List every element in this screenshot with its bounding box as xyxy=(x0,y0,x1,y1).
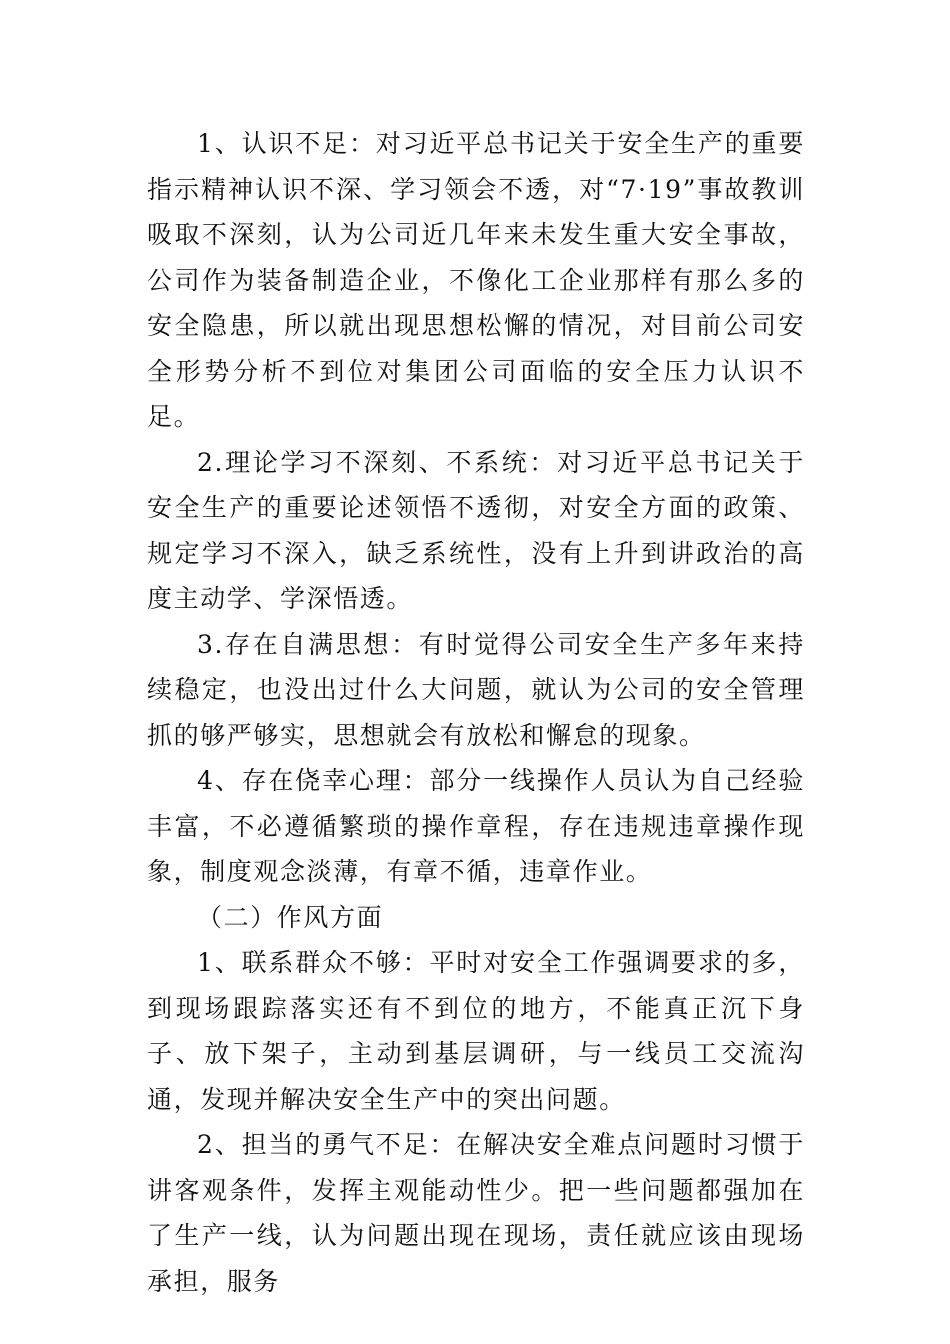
paragraph-luck-mentality: 4、存在侥幸心理：部分一线操作人员认为自己经验丰富，不必遵循繁琐的操作章程，存在违规违章操作现象，制度观念淡薄，有章不循，违章作业。 xyxy=(147,766,805,886)
paragraph-contact-masses: 1、联系群众不够：平时对安全工作强调要求的多，到现场跟踪落实还有不到位的地方，不能真正沉下身子、放下架子，主动到基层调研，与一线员工交流沟通，发现并解决安全生产中的突出问题。 xyxy=(147,948,805,1114)
paragraph-awareness-insufficient: 1、认识不足：对习近平总书记关于安全生产的重要指示精神认识不深、学习领会不透，对“7·19”事故教训吸取不深刻，认为公司近几年来未发生重大安全事故，公司作为装备制造企业，不像化工企业那样有那么多的安全隐患，所以就出现思想松懈的情况，对目前公司安全形势分析不到位对集团公司面临的安全压力认识不足。 xyxy=(147,129,805,431)
paragraph-complacency: 3.存在自满思想：有时觉得公司安全生产多年来持续稳定，也没出过什么大问题，就认为公司的安全管理抓的够严够实，思想就会有放松和懈怠的现象。 xyxy=(147,629,805,750)
paragraph-theory-study: 2.理论学习不深刻、不系统：对习近平总书记关于安全生产的重要论述领悟不透彻，对安全方面的政策、规定学习不深入，缺乏系统性，没有上升到讲政治的高度主动学、学深悟透。 xyxy=(147,447,805,613)
section-heading-work-style: （二）作风方面 xyxy=(197,902,384,932)
paragraph-courage-insufficient: 2、担当的勇气不足：在解决安全难点问题时习惯于讲客观条件，发挥主观能动性少。把一些问题都强加在了生产一线，认为问题出现在现场，责任就应该由现场承担，服务 xyxy=(147,1130,805,1296)
document-body xyxy=(147,121,805,1304)
